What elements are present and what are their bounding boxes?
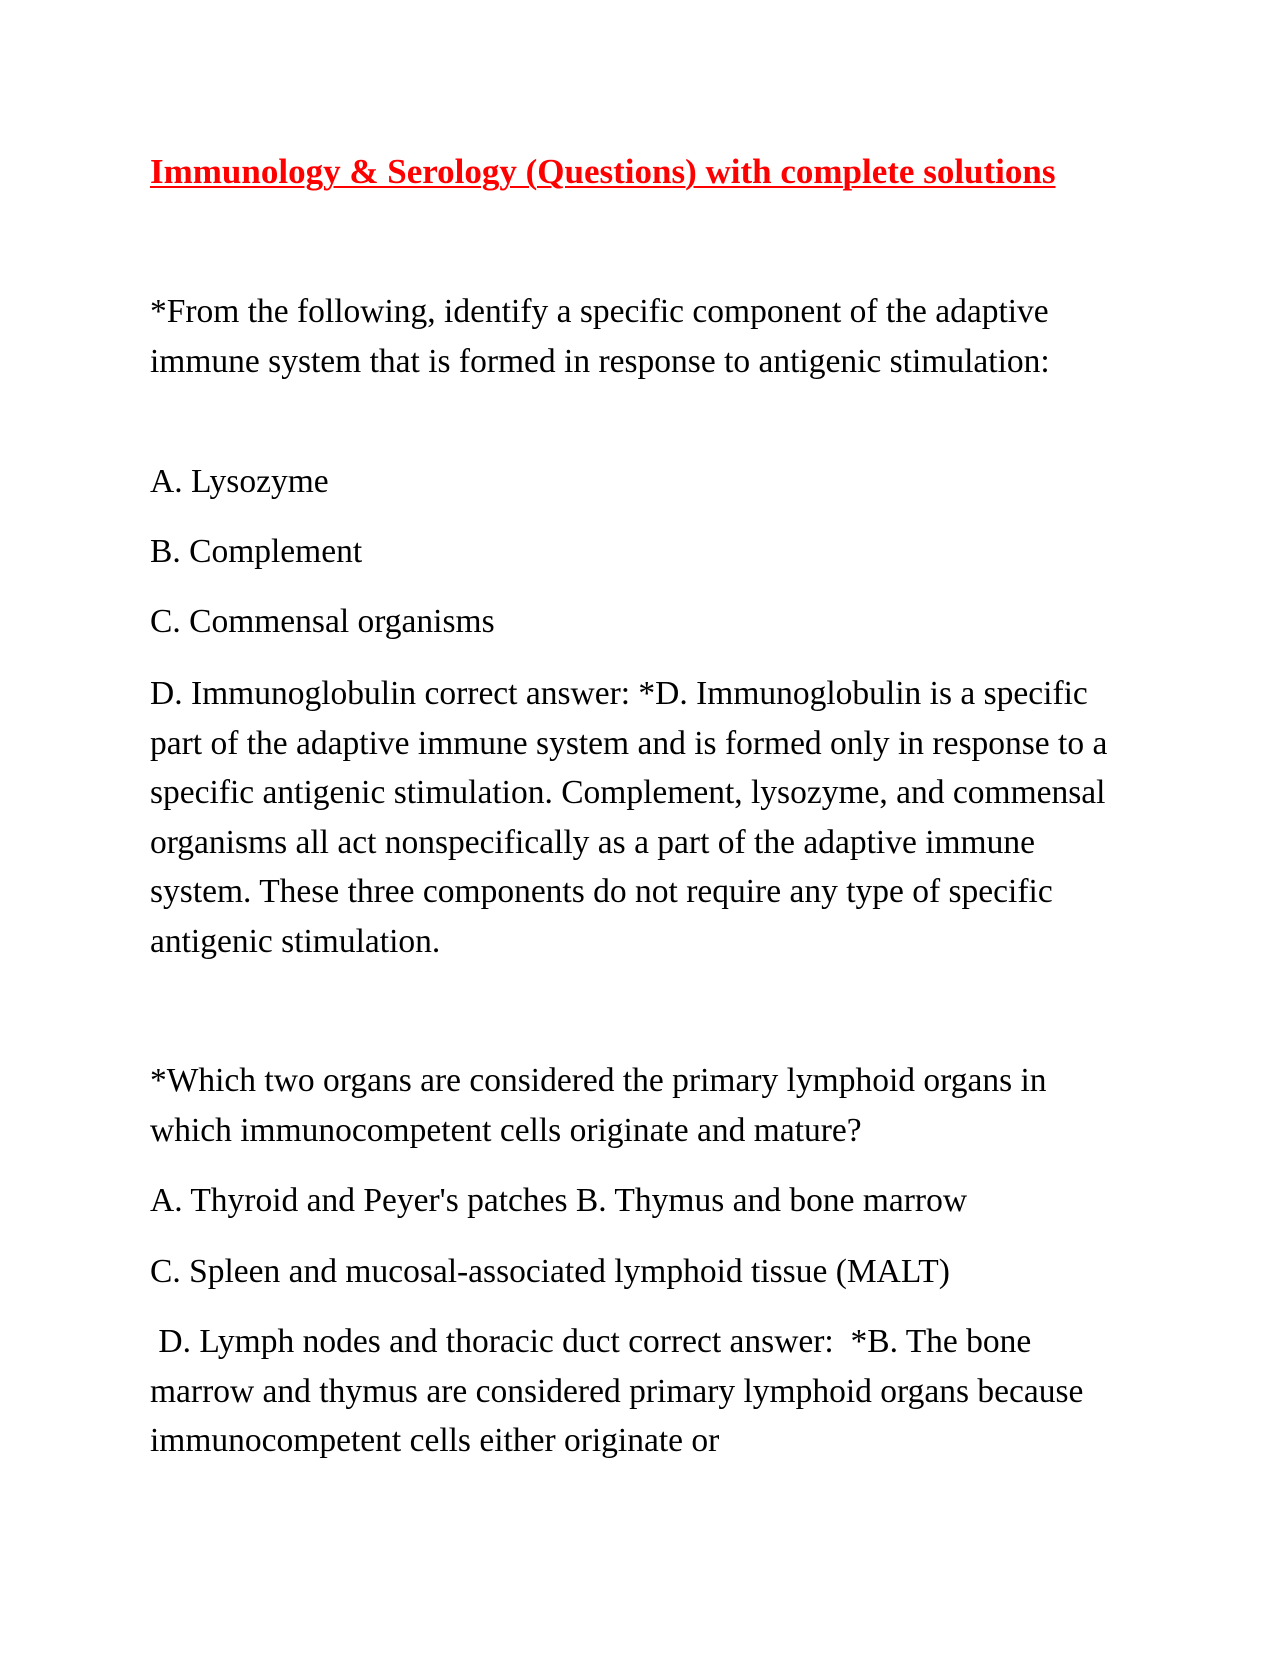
question-2-stem: *Which two organs are considered the primary lymphoid organs in which immunocompetent cells originate and mature? (150, 1062, 1047, 1149)
question-1-option-b: B. Complement (150, 533, 363, 570)
question-1-option-c: C. Commensal organisms (150, 603, 495, 640)
question-2-option-d-answer: D. Lymph nodes and thoracic duct correct answer: *B. The bone marrow and thymus are considered primary lymphoid organs because immunocompetent cells either originate or (150, 1323, 1092, 1459)
question-1-option-a: A. Lysozyme (150, 463, 329, 500)
document-title: Immunology & Serology (Questions) with complete solutions (150, 152, 1056, 191)
question-2-option-c: C. Spleen and mucosal-associated lymphoid tissue (MALT) (150, 1253, 950, 1290)
question-2-options-a-b: A. Thyroid and Peyer's patches B. Thymus and bone marrow (150, 1182, 968, 1219)
question-1-option-d-answer: D. Immunoglobulin correct answer: *D. Immunoglobulin is a specific part of the adaptive immune system and is formed only in response to a specific antigenic stimulation. Complement, lysozyme, and commensal organisms all act nonspecifically as a part of the adaptive immune system. These three components do not require any type of specific antigenic stimulation. (150, 675, 1108, 960)
question-1-stem: *From the following, identify a specific component of the adaptive immune system that is formed in response to antigenic stimulation: (150, 293, 1050, 380)
